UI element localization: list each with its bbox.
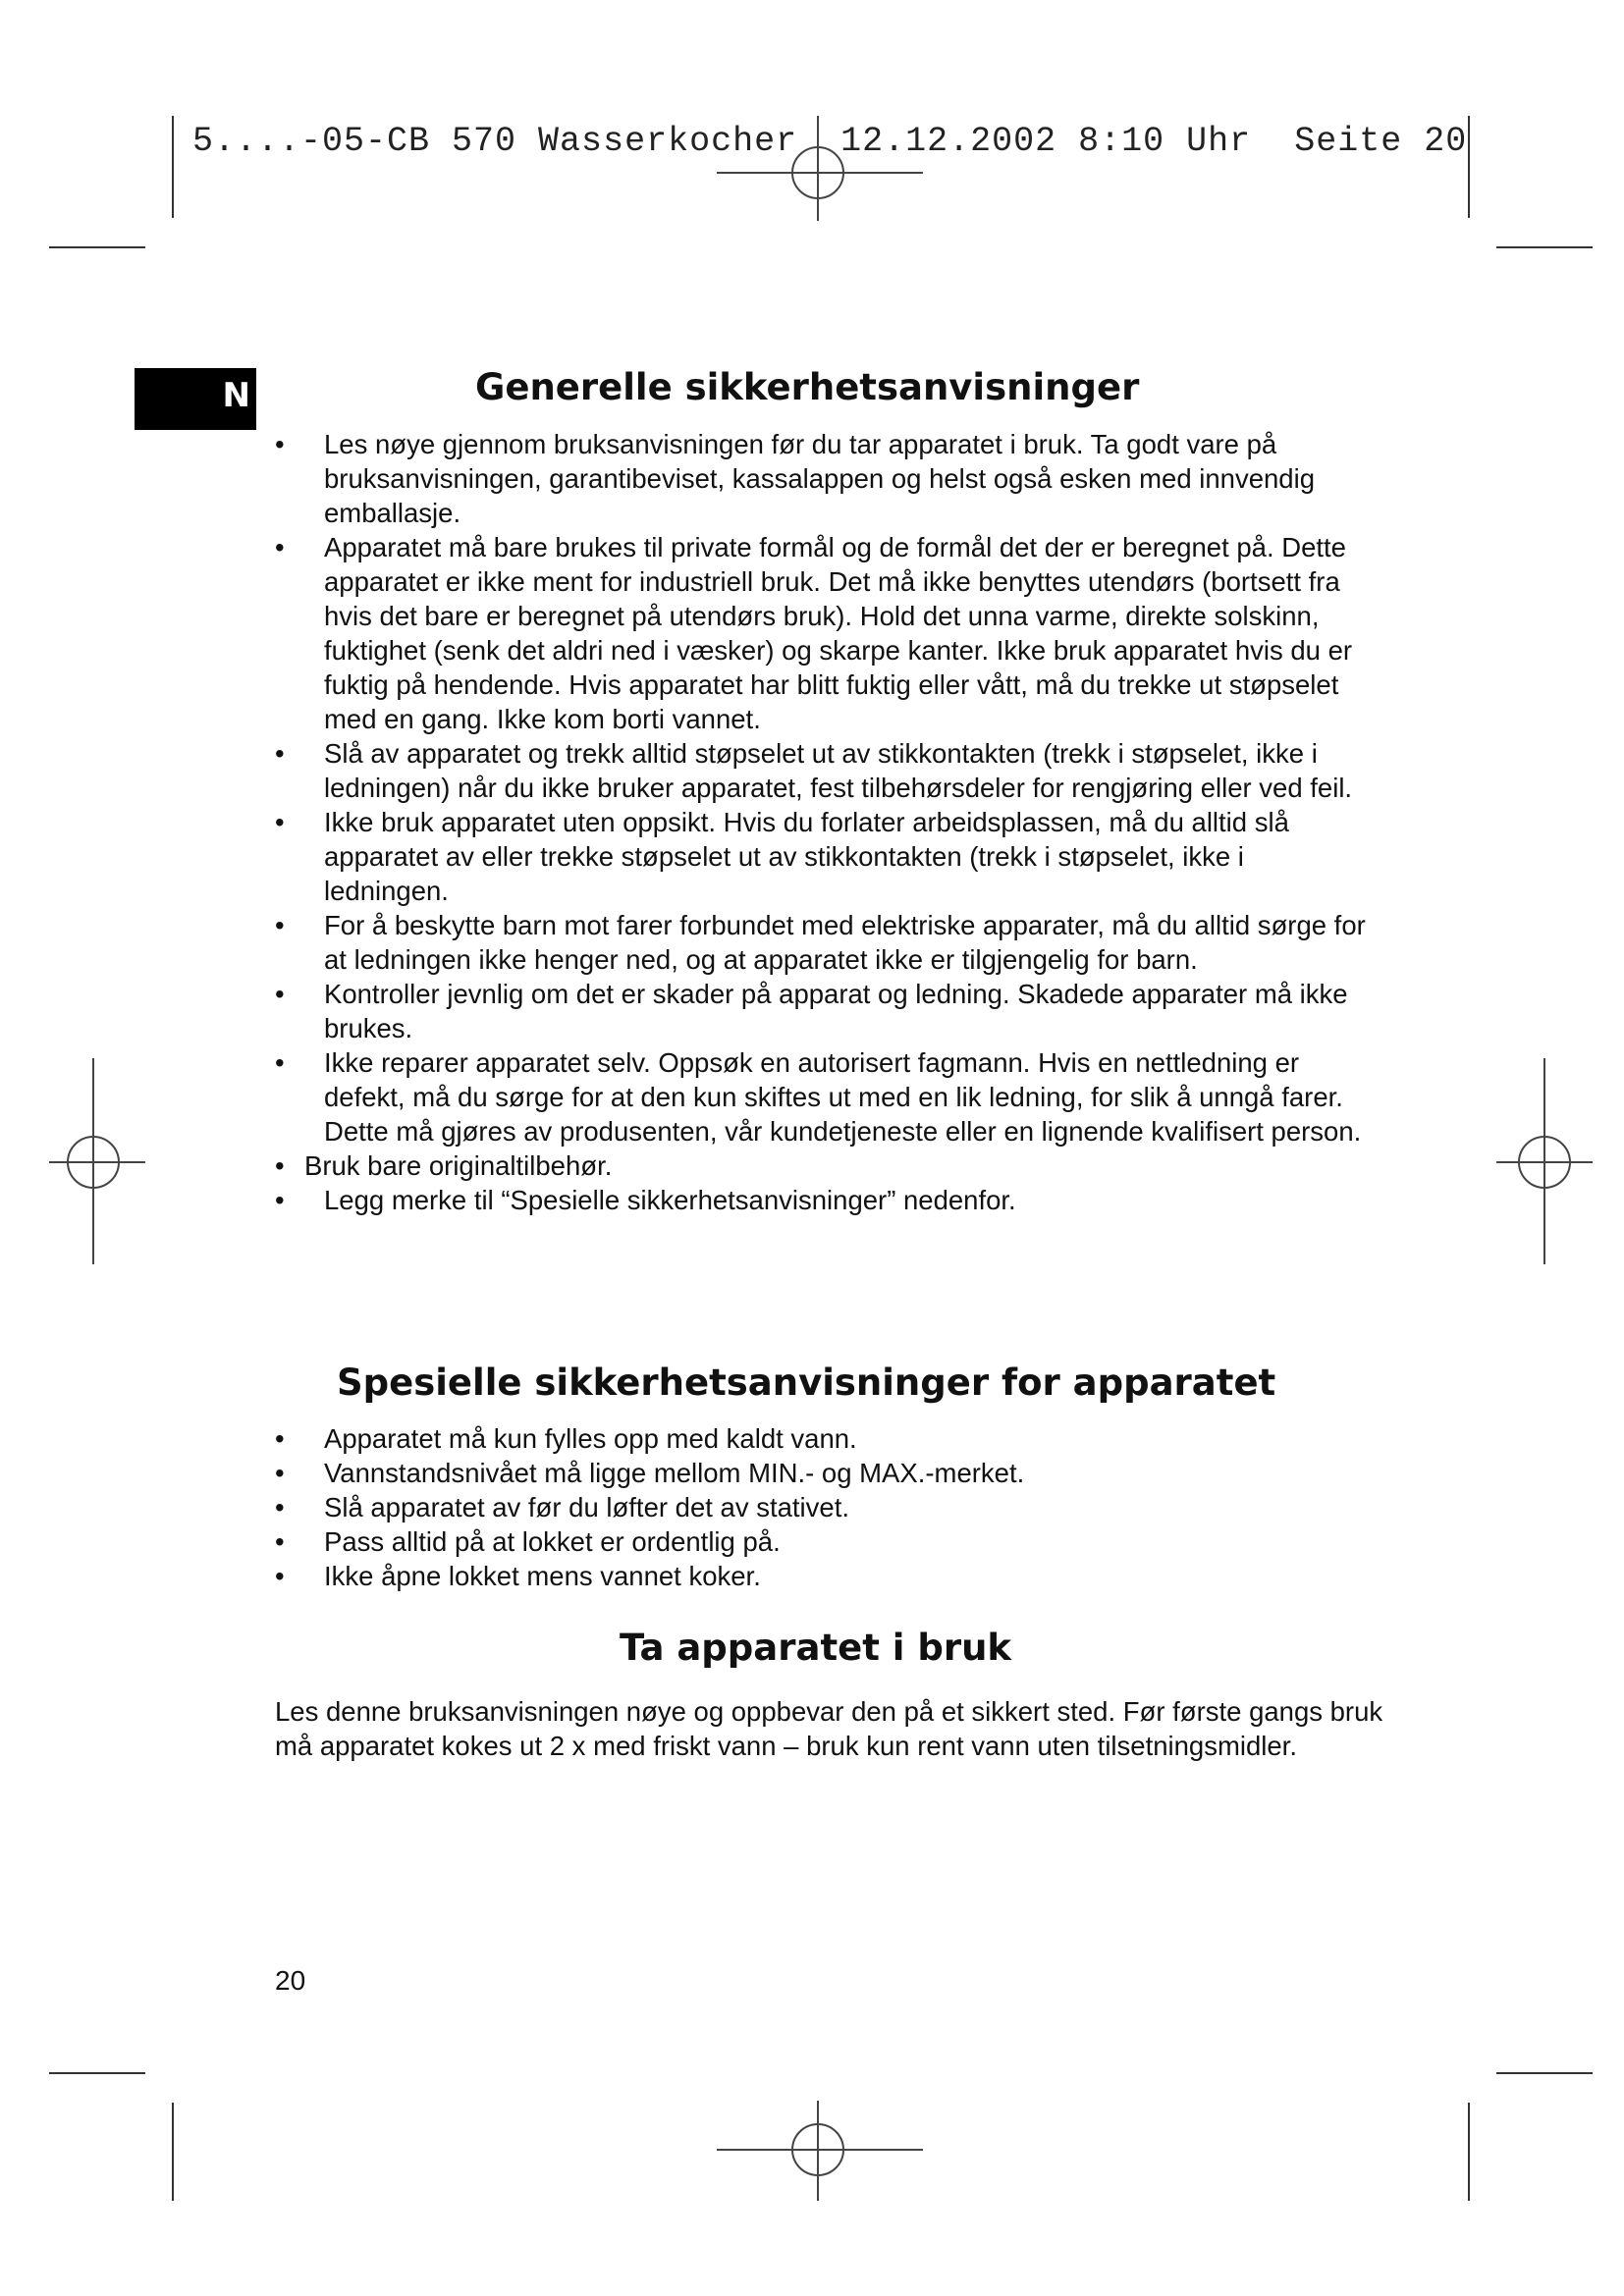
list-item: • Bruk bare originaltilbehør. bbox=[275, 1148, 1375, 1183]
registration-mark-right bbox=[1496, 1058, 1593, 1264]
list-item: • Kontroller jevnlig om det er skader på apparat og ledning. Skadede apparater må ikke brukes. bbox=[275, 977, 1375, 1045]
list-item: • Slå apparatet av før du løfter det av stativet. bbox=[275, 1490, 1375, 1524]
getting-started-paragraph: Les denne bruksanvisningen nøye og oppbevar den på et sikkert sted. Før første gangs bruk må apparatet kokes ut 2 x med friskt vann – bruk kun rent vann uten tilsetningsmidler. bbox=[275, 1696, 1383, 1761]
list-item: • Apparatet må bare brukes til private formål og de formål det der er beregnet på. Dette apparatet er ikke ment for industriell bruk. Det må ikke benyttes utendørs (bortsett fra hvis det bare er beregnet på utendørs bruk). Hold det unna varme, direkte solskinn, fuktighet (senk det aldri ned i væsker) og skarpe kanter. Ikke bruk apparatet hvis du er fuktig på hendende. Hvis apparatet har blitt fuktig eller vått, må du trekke ut støpselet med en gang. Ikke kom borti vannet. bbox=[275, 530, 1375, 736]
list-item: • For å beskytte barn mot farer forbundet med elektriske apparater, må du alltid sørge for at ledningen ikke henger ned, og at apparatet ikke er tilgjengelig for barn. bbox=[275, 908, 1375, 977]
print-page-label: Seite 20 bbox=[1294, 122, 1468, 161]
list-item: • Pass alltid på at lokket er ordentlig på. bbox=[275, 1524, 1375, 1559]
special-safety-list bbox=[275, 1421, 1375, 1593]
general-safety-heading: Generelle sikkerhetsanvisninger bbox=[475, 366, 1140, 408]
print-slug bbox=[192, 122, 1467, 161]
registration-mark-left bbox=[49, 1058, 145, 1264]
language-tab: N bbox=[135, 368, 256, 430]
page-number: 20 bbox=[275, 1965, 306, 1996]
list-item: • Ikke bruk apparatet uten oppsikt. Hvis du forlater arbeidsplassen, må du alltid slå apparatet av eller trekke støpselet ut av stikkontakten (trekk i støpselet, ikke i ledningen. bbox=[275, 805, 1375, 908]
list-item: • Vannstandsnivået må ligge mellom MIN.- og MAX.-merket. bbox=[275, 1456, 1375, 1490]
list-item: • Apparatet må kun fylles opp med kaldt vann. bbox=[275, 1421, 1375, 1456]
getting-started-heading: Ta apparatet i bruk bbox=[620, 1627, 1012, 1669]
list-item: • Ikke reparer apparatet selv. Oppsøk en autorisert fagmann. Hvis en nettledning er defekt, må du sørge for at den kun skiftes ut med en lik ledning, for slik å unngå farer. Dette må gjøres av produsenten, vår kundetjeneste eller en lignende kvalifisert person. bbox=[275, 1045, 1375, 1148]
list-item: • Ikke åpne lokket mens vannet koker. bbox=[275, 1559, 1375, 1593]
list-item: • Slå av apparatet og trekk alltid støpselet ut av stikkontakten (trekk i støpselet, ikke i ledningen) når du ikke bruker apparatet, fest tilbehørsdeler for rengjøring eller ved feil. bbox=[275, 736, 1375, 805]
general-safety-list bbox=[275, 427, 1375, 1217]
list-item: • Les nøye gjennom bruksanvisningen før du tar apparatet i bruk. Ta godt vare på bruksanvisningen, garantibeviset, kassalappen og helst også esken med innvendig emballasje. bbox=[275, 427, 1375, 530]
print-file-ref: 5....-05-CB 570 Wasserkocher bbox=[192, 122, 798, 161]
list-item: • Legg merke til “Spesielle sikkerhetsanvisninger” nedenfor. bbox=[275, 1183, 1375, 1217]
special-safety-heading: Spesielle sikkerhetsanvisninger for apparatet bbox=[337, 1362, 1276, 1404]
print-date-time: 12.12.2002 8:10 Uhr bbox=[840, 122, 1252, 161]
registration-mark-bottom bbox=[717, 2101, 923, 2201]
